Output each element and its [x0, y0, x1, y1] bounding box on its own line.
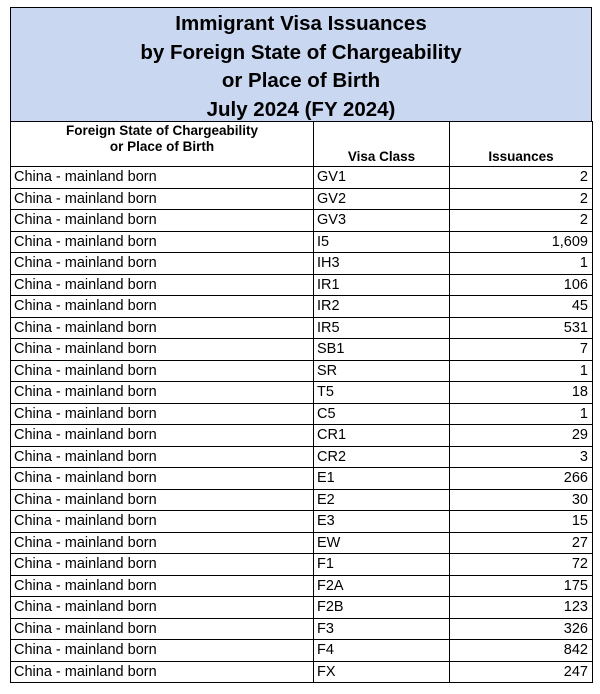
- visa-class-cell: E2: [314, 489, 450, 511]
- issuances-cell: 2: [450, 210, 593, 232]
- issuances-cell: 247: [450, 661, 593, 683]
- issuances-cell: 175: [450, 575, 593, 597]
- issuances-cell: 266: [450, 468, 593, 490]
- table-row: [11, 640, 593, 662]
- issuances-cell: 1,609: [450, 231, 593, 253]
- title-line-2: by Foreign State of Chargeability: [140, 40, 462, 64]
- state-cell: China - mainland born: [11, 532, 314, 554]
- visa-class-cell: IR5: [314, 317, 450, 339]
- visa-class-cell: CR2: [314, 446, 450, 468]
- issuances-cell: 106: [450, 274, 593, 296]
- visa-class-cell: SB1: [314, 339, 450, 361]
- issuances-cell: 15: [450, 511, 593, 533]
- table-row: [11, 253, 593, 275]
- state-cell: China - mainland born: [11, 640, 314, 662]
- visa-class-cell: E3: [314, 511, 450, 533]
- issuances-cell: 123: [450, 597, 593, 619]
- visa-class-cell: FX: [314, 661, 450, 683]
- table-row: [11, 167, 593, 189]
- state-cell: China - mainland born: [11, 403, 314, 425]
- state-cell: China - mainland born: [11, 210, 314, 232]
- state-cell: China - mainland born: [11, 661, 314, 683]
- table-row: [11, 317, 593, 339]
- visa-class-cell: CR1: [314, 425, 450, 447]
- issuances-cell: 18: [450, 382, 593, 404]
- issuances-cell: 2: [450, 188, 593, 210]
- column-header-visa-class: Visa Class: [314, 122, 450, 167]
- visa-class-cell: F3: [314, 618, 450, 640]
- state-cell: China - mainland born: [11, 511, 314, 533]
- visa-class-cell: IH3: [314, 253, 450, 275]
- state-cell: China - mainland born: [11, 296, 314, 318]
- title-line-3: or Place of Birth: [221, 69, 381, 92]
- visa-class-cell: F1: [314, 554, 450, 576]
- state-cell: China - mainland born: [11, 382, 314, 404]
- issuances-cell: 29: [450, 425, 593, 447]
- issuances-cell: 30: [450, 489, 593, 511]
- state-cell: China - mainland born: [11, 575, 314, 597]
- visa-class-cell: I5: [314, 231, 450, 253]
- column-header-state: [11, 122, 314, 167]
- state-cell: China - mainland born: [11, 339, 314, 361]
- issuances-cell: 2: [450, 167, 593, 189]
- column-header-state-line2: or Place of Birth: [109, 139, 215, 154]
- table-row: [11, 597, 593, 619]
- state-cell: China - mainland born: [11, 425, 314, 447]
- visa-class-cell: GV2: [314, 188, 450, 210]
- issuances-cell: 531: [450, 317, 593, 339]
- table-row: [11, 446, 593, 468]
- table-row: [11, 210, 593, 232]
- issuances-cell: 1: [450, 360, 593, 382]
- title-line-4: July 2024 (FY 2024): [206, 97, 396, 121]
- table-row: [11, 532, 593, 554]
- visa-class-cell: GV1: [314, 167, 450, 189]
- column-header-state-line1: Foreign State of Chargeability: [65, 123, 259, 138]
- visa-class-cell: T5: [314, 382, 450, 404]
- issuances-cell: 72: [450, 554, 593, 576]
- table-row: [11, 360, 593, 382]
- state-cell: China - mainland born: [11, 554, 314, 576]
- visa-class-cell: F2B: [314, 597, 450, 619]
- state-cell: China - mainland born: [11, 468, 314, 490]
- state-cell: China - mainland born: [11, 360, 314, 382]
- table-row: [11, 468, 593, 490]
- visa-class-cell: IR1: [314, 274, 450, 296]
- visa-class-cell: C5: [314, 403, 450, 425]
- table-row: [11, 575, 593, 597]
- issuances-cell: 842: [450, 640, 593, 662]
- table-row: [11, 382, 593, 404]
- state-cell: China - mainland born: [11, 618, 314, 640]
- state-cell: China - mainland born: [11, 188, 314, 210]
- table-row: [11, 511, 593, 533]
- issuances-cell: 1: [450, 253, 593, 275]
- issuances-cell: 7: [450, 339, 593, 361]
- state-cell: China - mainland born: [11, 253, 314, 275]
- table-row: [11, 339, 593, 361]
- issuances-cell: 45: [450, 296, 593, 318]
- visa-class-cell: SR: [314, 360, 450, 382]
- table-row: [11, 403, 593, 425]
- column-header-issuances: Issuances: [450, 122, 593, 167]
- visa-class-cell: GV3: [314, 210, 450, 232]
- table-row: [11, 274, 593, 296]
- table-row: [11, 661, 593, 683]
- state-cell: China - mainland born: [11, 317, 314, 339]
- visa-class-cell: F4: [314, 640, 450, 662]
- visa-class-cell: IR2: [314, 296, 450, 318]
- state-cell: China - mainland born: [11, 597, 314, 619]
- table-row: [11, 618, 593, 640]
- table-row: [11, 188, 593, 210]
- visa-class-cell: EW: [314, 532, 450, 554]
- table-body: [11, 167, 593, 683]
- table-row: [11, 554, 593, 576]
- visa-class-cell: F2A: [314, 575, 450, 597]
- title-line-1: Immigrant Visa Issuances: [175, 12, 427, 35]
- state-cell: China - mainland born: [11, 489, 314, 511]
- header-row: [11, 122, 593, 167]
- table-row: [11, 425, 593, 447]
- visa-issuance-sheet: [10, 7, 592, 683]
- visa-class-cell: E1: [314, 468, 450, 490]
- state-cell: China - mainland born: [11, 167, 314, 189]
- state-cell: China - mainland born: [11, 446, 314, 468]
- table-row: [11, 296, 593, 318]
- state-cell: China - mainland born: [11, 274, 314, 296]
- table-row: [11, 231, 593, 253]
- issuances-cell: 326: [450, 618, 593, 640]
- state-cell: China - mainland born: [11, 231, 314, 253]
- table-row: [11, 489, 593, 511]
- issuances-cell: 27: [450, 532, 593, 554]
- report-title: [10, 7, 592, 121]
- issuance-table: [10, 121, 593, 683]
- issuances-cell: 3: [450, 446, 593, 468]
- issuances-cell: 1: [450, 403, 593, 425]
